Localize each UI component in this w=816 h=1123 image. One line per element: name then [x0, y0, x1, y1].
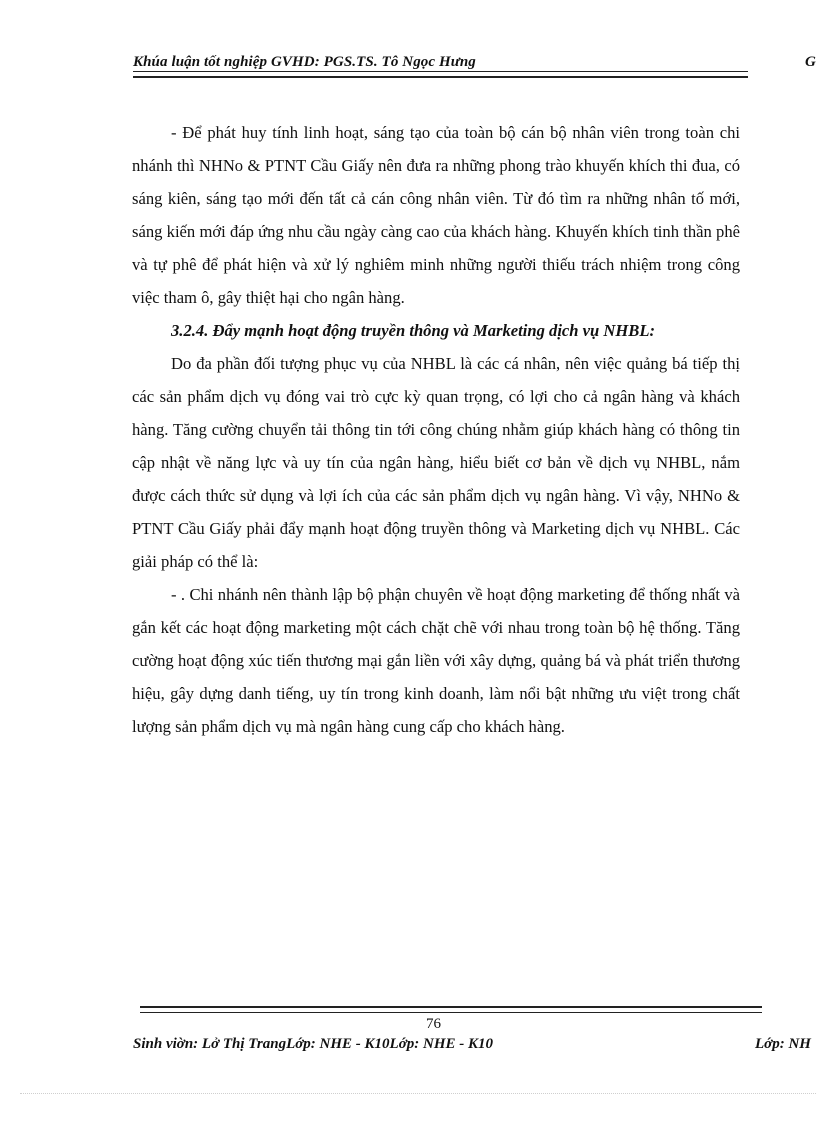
- footer-divider: [140, 1006, 762, 1013]
- page-header: [133, 52, 816, 72]
- page-number: 76: [426, 1016, 441, 1032]
- header-divider: [133, 71, 748, 78]
- page-footer: [133, 1034, 816, 1054]
- paragraph-2: Do đa phần đối tượng phục vụ của NHBL là các cá nhân, nên việc quảng bá tiếp thị các sản phẩm dịch vụ đóng vai trò cực kỳ quan trọng, có lợi cho cả ngân hàng và khách hàng. Tăng cường chuyển tải thông tin tới công chúng nhằm giúp khách hàng có thông tin cập nhật về năng lực và uy tín của ngân hàng, hiểu biết cơ bản về dịch vụ NHBL, nắm được cách thức sử dụng và lợi ích của các sản phẩm dịch vụ ngân hàng. Vì vậy, NHNo & PTNT Cầu Giấy phải đẩy mạnh hoạt động truyền thông và Marketing dịch vụ NHBL. Các giải pháp có thể là:: [132, 354, 740, 571]
- header-right-fragment: G: [805, 54, 816, 70]
- section-heading: 3.2.4. Đẩy mạnh hoạt động truyền thông và Marketing dịch vụ NHBL:: [171, 321, 656, 340]
- footer-student-info: Sinh viờn: Lở Thị TrangLớp: NHE - K10Lớp: NHE - K10: [133, 1036, 493, 1052]
- footer-class-fragment: Lớp: NH: [755, 1036, 811, 1052]
- document-body: [132, 116, 740, 743]
- header-title: Khúa luận tốt nghiệp GVHD: PGS.TS. Tô Ngọc Hưng: [133, 54, 476, 70]
- page-bottom-dotted-line: [20, 1093, 816, 1096]
- paragraph-1: - Để phát huy tính linh hoạt, sáng tạo của toàn bộ cán bộ nhân viên trong toàn chi nhánh thì NHNo & PTNT Cầu Giấy nên đưa ra những phong trào khuyến khích thi đua, có sáng kiên, sáng tạo mới đến tất cả cán công nhân viên. Từ đó tìm ra những nhân tố mới, sáng kiến mới đáp ứng nhu cầu ngày càng cao của khách hàng. Khuyến khích tinh thần phê và tự phê để phát hiện và xử lý nghiêm minh những người thiếu trách nhiệm trong công việc tham ô, gây thiệt hại cho ngân hàng.: [132, 123, 740, 307]
- paragraph-3: - . Chi nhánh nên thành lập bộ phận chuyên về hoạt động marketing để thống nhất và gắn kết các hoạt động marketing một cách chặt chẽ với nhau trong toàn bộ hệ thống. Tăng cường hoạt động xúc tiến thương mại gắn liền với xây dựng, quảng bá và phát triển thương hiệu, gây dựng danh tiếng, uy tín trong kinh doanh, làm nổi bật những ưu việt trong chất lượng sản phẩm dịch vụ mà ngân hàng cung cấp cho khách hàng.: [132, 585, 740, 736]
